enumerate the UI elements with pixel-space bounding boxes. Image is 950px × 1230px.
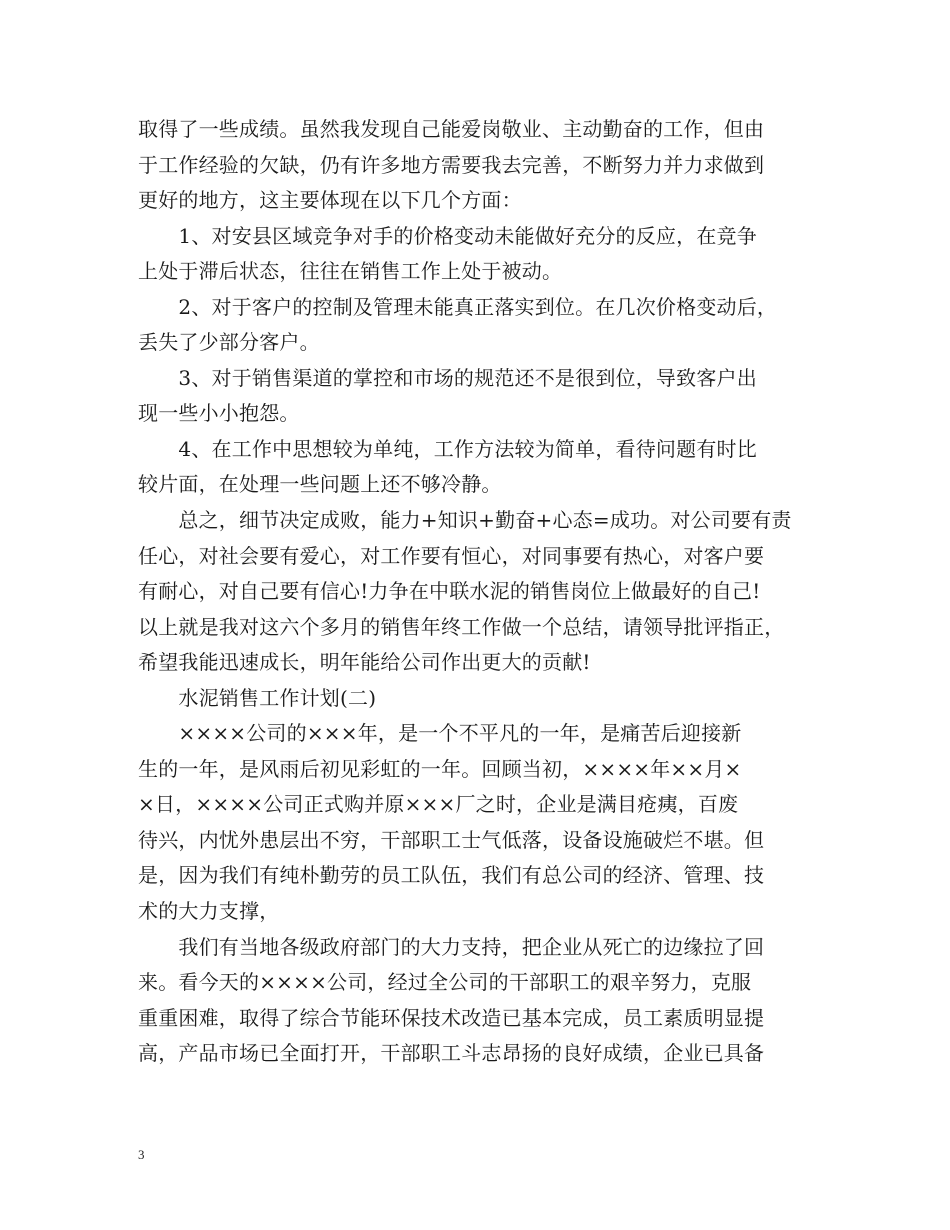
text-line: 现一些小小抱怨。 — [138, 401, 300, 426]
document-body — [138, 112, 818, 1072]
text-line: 是，因为我们有纯朴勤劳的员工队伍，我们有总公司的经济、管理、技 — [138, 863, 765, 888]
section-heading: 水泥销售工作计划(二) — [138, 685, 377, 710]
text-line: 希望我能迅速成长，明年能给公司作出更大的贡献! — [138, 650, 591, 675]
page-number: 3 — [138, 1147, 145, 1162]
text-line: 来。看今天的××××公司，经过全公司的干部职工的艰辛努力，克服 — [138, 970, 752, 995]
text-line: 我们有当地各级政府部门的大力支持，把企业从死亡的边缘拉了回 — [138, 934, 765, 959]
text-line: 2、对于客户的控制及管理未能真正落实到位。在几次价格变动后， — [138, 294, 778, 319]
text-line: 上处于滞后状态，往往在销售工作上处于被动。 — [138, 259, 563, 284]
text-line: 重重困难，取得了综合节能环保技术改造已基本完成，员工素质明显提 — [138, 1005, 765, 1030]
text-line: ××××公司的×××年，是一个不平凡的一年，是痛苦后迎接新 — [138, 721, 742, 746]
text-line: 于工作经验的欠缺，仍有许多地方需要我去完善，不断努力并力求做到 — [138, 152, 765, 177]
text-line: ×日，××××公司正式购并原×××厂之时，企业是满目疮痍，百废 — [138, 792, 739, 817]
text-line: 待兴，内忧外患层出不穷，干部职工士气低落，设备设施破烂不堪。但 — [138, 827, 765, 852]
text-line: 高，产品市场已全面打开，干部职工斗志昂扬的良好成绩，企业已具备 — [138, 1041, 765, 1066]
text-line: 任心，对社会要有爱心，对工作要有恒心，对同事要有热心，对客户要 — [138, 543, 765, 568]
text-line: 更好的地方，这主要体现在以下几个方面： — [138, 188, 522, 213]
text-line: 取得了一些成绩。虽然我发现自己能爱岗敬业、主动勤奋的工作，但由 — [138, 117, 765, 141]
text-line: 丢失了少部分客户。 — [138, 330, 320, 355]
text-line: 较片面，在处理一些问题上还不够冷静。 — [138, 472, 502, 497]
text-line: 有耐心，对自己要有信心!力争在中联水泥的销售岗位上做最好的自己! — [138, 579, 761, 604]
text-line: 3、对于销售渠道的掌控和市场的规范还不是很到位，导致客户出 — [138, 365, 757, 390]
text-line: 以上就是我对这六个多月的销售年终工作做一个总结，请领导批评指正， — [138, 614, 785, 639]
text-line: 生的一年，是风雨后初见彩虹的一年。回顾当初，××××年××月× — [138, 756, 742, 781]
text-line: 术的大力支撑， — [138, 899, 280, 924]
text-line: 4、在工作中思想较为单纯，工作方法较为简单，看待问题有时比 — [138, 436, 757, 461]
text-line: 总之，细节决定成败，能力+知识+勤奋+心态=成功。对公司要有责 — [138, 508, 792, 533]
text-line: 1、对安县区域竞争对手的价格变动未能做好充分的反应，在竞争 — [138, 223, 757, 248]
